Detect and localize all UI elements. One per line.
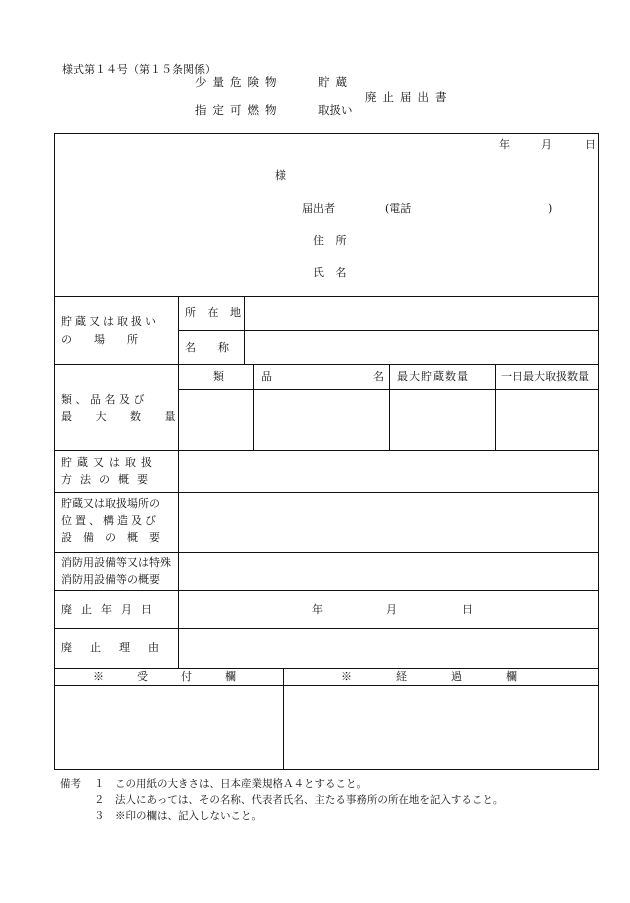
phone-close: ): [548, 202, 553, 215]
form-number: 様式第１４号（第１５条関係）: [62, 63, 216, 76]
title-line2: 指定可燃物: [195, 103, 283, 117]
note-2: ２ 法人にあっては、その名称、代表者氏名、主たる事務所の所在地を記入すること。: [94, 794, 504, 806]
col-daily-max-header: 一日最大取扱数量: [501, 370, 589, 383]
date-day: 日: [585, 138, 596, 151]
note-3: ３ ※印の欄は、記入しないこと。: [94, 810, 262, 822]
date-year: 年: [499, 138, 510, 151]
notes-prefix: 備考: [60, 778, 81, 790]
phone-label: (電話: [385, 202, 412, 215]
class-label-line1: 類 、 品 名 及 び: [61, 393, 145, 406]
progress-column-header: ※ 経 過 欄: [341, 670, 517, 683]
col-class-header: 類: [213, 370, 224, 383]
note-1: １ この用紙の大きさは、日本産業規格Ａ４とすること。: [94, 778, 367, 790]
notifier-label: 届出者: [302, 202, 335, 215]
title-line2-action: 取扱い: [318, 103, 353, 117]
address-label: 住 所: [313, 234, 351, 247]
col-item-header-b: 名: [373, 370, 384, 383]
date-month: 月: [541, 138, 552, 151]
method-label-line2: 方法の概要: [61, 473, 156, 486]
structure-label-line1: 貯蔵又は取扱場所の: [61, 497, 160, 510]
abolish-month: 月: [386, 603, 397, 616]
col-item-header-a: 品: [261, 370, 272, 383]
form-table: [54, 133, 599, 770]
abolish-date-label: 廃止年月日: [61, 603, 161, 616]
abolish-year: 年: [312, 603, 323, 616]
place-label-line2: の 場 所: [61, 333, 138, 346]
facility-name-label: 名 称: [185, 341, 229, 354]
place-label-line1: 貯蔵又は取扱い: [61, 315, 159, 328]
col-max-storage-header: 最大貯蔵数量: [397, 370, 469, 383]
structure-label-line2: 位置、構造及び: [61, 514, 159, 527]
reception-column-header: ※ 受 付 欄: [93, 670, 236, 683]
title-suffix: 廃止届出書: [365, 90, 453, 104]
location-label: 所 在 地: [185, 306, 245, 319]
abolish-reason-label: 廃止理由: [61, 641, 177, 654]
addressee-sama: 様: [275, 169, 286, 182]
structure-label-line3: 設 備 の 概 要: [61, 531, 160, 544]
class-label-line2: 最 大 数 量: [61, 410, 186, 423]
method-label-line1: 貯蔵又は取扱: [61, 456, 157, 469]
title-line1: 少量危険物: [195, 75, 283, 89]
fire-equipment-label-line1: 消防用設備等又は特殊: [61, 556, 171, 569]
fire-equipment-label-line2: 消防用設備等の概要: [61, 573, 160, 586]
title-line1-action: 貯蔵: [318, 75, 353, 89]
abolish-day: 日: [462, 603, 473, 616]
name-label: 氏 名: [313, 266, 351, 279]
